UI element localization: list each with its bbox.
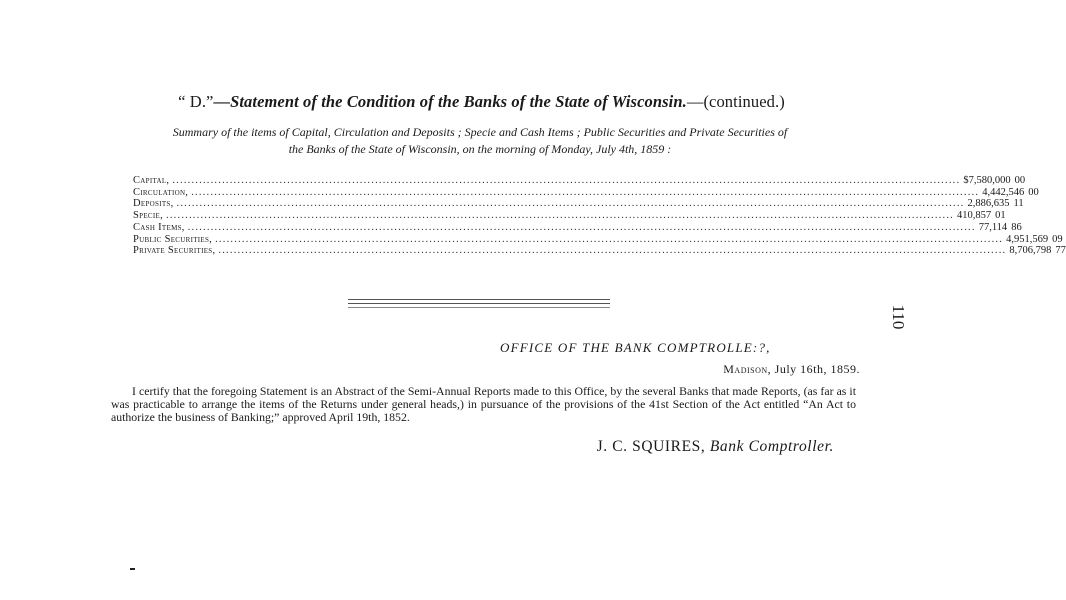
item-label: Capital,: [133, 175, 170, 186]
item-row-deposits: [133, 198, 1024, 210]
divider-rule: [348, 303, 610, 304]
item-cents: 01: [995, 210, 1006, 222]
leader-dots: ..............................................................................................................................................................................................................: [191, 186, 980, 198]
dateline-date: July 16th, 1859.: [771, 362, 860, 376]
summary-line-1: Summary of the items of Capital, Circulation and Deposits ; Specie and Cash Items ; Public Securities and Private Securities of: [172, 125, 788, 139]
item-cents: 77: [1055, 245, 1066, 257]
stray-mark: [130, 568, 135, 570]
statement-title: [0, 92, 963, 112]
leader-dots: ..............................................................................................................................................................................................................: [176, 198, 965, 210]
signature: [500, 438, 834, 456]
item-dollars: 4,442,546: [982, 186, 1025, 198]
item-label: Public Securities,: [133, 233, 213, 245]
item-cents: 00: [1014, 175, 1026, 186]
item-row-cash-items: [133, 221, 1022, 234]
title-main: —Statement of the Condition of the Banks of the State of Wisconsin.: [213, 92, 687, 111]
item-cents: 09: [1052, 233, 1063, 245]
title-continued: —(continued.): [686, 92, 785, 111]
office-heading: OFFICE OF THE BANK COMPTROLLE:?,: [500, 340, 771, 355]
item-cents: 11: [1013, 198, 1024, 210]
item-dollars: 410,857: [956, 210, 992, 222]
item-row-circulation: [133, 186, 1039, 199]
leader-dots: ..............................................................................................................................................................................................................: [166, 210, 954, 222]
leader-dots: ..............................................................................................................................................................................................................: [215, 233, 1004, 245]
dateline-place: Madison,: [723, 362, 772, 376]
summary-line-2: the Banks of the State of Wisconsin, on the morning of Monday, July 4th, 1859 :: [288, 142, 672, 156]
summary-caption: [100, 124, 860, 158]
divider-rule: [348, 307, 610, 308]
item-label: Circulation,: [133, 186, 189, 198]
item-label: Deposits,: [133, 198, 174, 210]
items-table: [133, 175, 1066, 257]
item-dollars: 2,886,635: [967, 198, 1010, 210]
page-number: 110: [889, 304, 908, 330]
item-label: Specie,: [133, 210, 164, 222]
signature-role: Bank Comptroller.: [709, 438, 834, 455]
item-dollars: 8,706,798: [1009, 245, 1052, 257]
item-row-private-securities: [133, 245, 1066, 257]
item-cents: 86: [1011, 221, 1022, 233]
item-cents: 00: [1028, 186, 1039, 198]
divider-rule: [348, 299, 610, 300]
dateline: [560, 362, 860, 377]
leader-dots: ..............................................................................................................................................................................................................: [172, 175, 961, 186]
item-dollars: 77,114: [978, 221, 1008, 233]
item-label: Private Securities,: [133, 245, 216, 257]
leader-dots: ..............................................................................................................................................................................................................: [218, 245, 1007, 257]
item-dollars: 4,951,569: [1006, 233, 1049, 245]
signature-name: J. C. SQUIRES,: [596, 438, 710, 455]
leader-dots: ..............................................................................................................................................................................................................: [187, 221, 976, 233]
item-row-public-securities: [133, 233, 1063, 246]
item-label: Cash Items,: [133, 221, 185, 233]
item-dollars: $7,580,000: [963, 175, 1011, 186]
certification-paragraph: I certify that the foregoing Statement is an Abstract of the Semi-Annual Reports made to this Office, by the several Banks that made Reports, (as far as it was practicable to arrange the items of the Returns under general heads,) in pursuance of the provisions of the 41st Section of the Act entitled “An Act to authorize the business of Banking;” approved April 19th, 1852.: [111, 384, 856, 424]
item-row-specie: [133, 210, 1006, 222]
title-lead: “ D.”: [178, 92, 214, 111]
item-row-capital: [133, 175, 1026, 187]
